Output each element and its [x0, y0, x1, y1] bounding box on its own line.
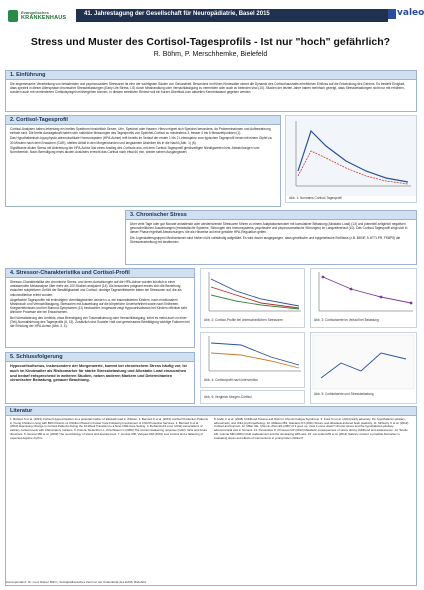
section-body-2: Die Jugendaltersgruppen Mechanismen sind bisher nicht vollständig aufgeklärt. Es wird davon ausgegangen, dass genetische und epigenetische Einflüsse (z.B. BDNF, 5-HTTLPR, FKBP5) die Stressverarbeitung mit bestimmen. — [130, 235, 401, 244]
hospital-logo-mark-icon — [8, 10, 18, 22]
figure-6-caption: Abb. 6: Vergleich Morgen-Cortisol — [204, 395, 252, 399]
section-body: Hypocortisolismus, insbesondere der Morgenwerte, kommt bei chronischem Stress häufig vor, ist auch im Kindesalter als Risikomarker für starke Stressbelastung und Allostatic Load einzuordnen und bedarf entsprechend in weiteren Studien, neben anderen Markern und Determinanten chronischer Belastung, genauer Beachtung. — [10, 364, 187, 383]
figure-1-caption: Abb. 1: Normales Cortisol-Tagesprofil — [289, 196, 342, 200]
section-heading: 1. Einführung — [6, 71, 416, 80]
figure-3 — [310, 268, 417, 328]
poster-authors: R. Böhm, P. Merschhemke, Bielefeld — [153, 51, 268, 58]
figure-5-plot — [311, 333, 416, 391]
figure-4-caption: Abb. 4: Cortisolprofil nach Intervention — [204, 378, 259, 382]
section-heading: 3. Chronischer Stress — [126, 211, 416, 220]
literature-column-right: 8. Hahn C et al. (2008) Childhood Trauma and Risk for Chronic Fatigue Syndrome. 9. Koss KJ et al. (2014) Early adversity, the hypothalamic-pituitary-adrenal axis, and child psychopathology. 10. McEwen BS, Gianaros PJ (2011) Stress- and allostasis-induced brain plasticity. 11. McGarry C et al. (2012) Cortisol and burnout. 12. Miller GE, Chen E, Zhou ES (2007) If it goes up, must it come down? Chronic stress and the hypothalamic-pituitary-adrenocortical axis in humans. 13. Pervanidou P, Chrousos GP (2012) Metabolic consequences of stress during childhood and adolescence. 14. Tarullo AR, Gunnar MR (2006) Child maltreatment and the developing HPA axis. 15. van Andel HW et al. (2014) Salivary cortisol: a possible biomarker in evaluating stress and effects of interventions in young foster children? — [214, 417, 409, 440]
figure-2 — [200, 268, 305, 328]
figure-5-caption: Abb. 5: Cortisolwerte und Stressbelastung — [314, 392, 374, 396]
figure-3-caption: Abb. 3: Cortisolwerte im Verlauf bei Belastung — [314, 318, 379, 322]
section-heading: 5. Schlussfolgerung — [6, 353, 194, 362]
figure-5 — [310, 332, 417, 404]
section-heading: 4. Stressor-Charakteristika und Cortisol-Profil — [6, 269, 194, 278]
poster-header — [0, 0, 424, 30]
section-heading: Literatur — [6, 407, 416, 416]
section-body-3: Signifikante akuter Stress mit Aktivierung der HPA-Achse löst einen Anstieg des Cortisols aus, mit dem Cortisol-Tagesprofil gleichzeitigen Niedrigwerten bzw. Abweichungen vom Normbereich. Nach Beendigung eines akuten Auslösers erreicht das Cortisol nach etwa 60 min. wieder seinen Ausgangswert. — [10, 145, 260, 155]
section-chronic-stress — [125, 210, 417, 265]
section-body-2: Abgeflachte Tagesprofile mit erniedrigten Vormittagswerten wurden u.a. bei traumatisierten Kindern, nach emotionalem Missbrauch und Vernachlässigung, Stressoren mit Auswirkung auf die körperliche Unversehrtheit sowie nach Erdbeben, Kriegserlebnissen und bei Burnout-Symptomen (11) beobachtet. Insgesamt zeigt Hypocortisolismus bei Kindern offenbar sehr ähnliche Prozesse wie bei Erwachsenen. — [10, 297, 188, 315]
valeo-logo — [388, 6, 424, 24]
section-literature — [5, 406, 417, 586]
section-body-2: Das Hypothalamisch-hypophysär-adrenokortikale Hormonsystem (HPA-Achse) reift bereits im Verlauf der ersten 1 bis 2 Lebensjahre zum typischen Tagesprofil heran mit einem Gipfel ca. 30 Minuten nach dem Erwachen (CAR), steilem Abfall in den Morgenstunden und langsamem Absinken bis in die Nacht (Abb. 1) (6). — [10, 136, 273, 145]
conference-banner — [76, 9, 388, 22]
figure-1-plot — [286, 116, 416, 196]
literature-column-left: 1. Bozkurt S et al. (2013) Cortisol Hypocortisolism as a potential marker of allostatic load in children. 2. Bernard K et al. (2015) Cortisol Production Patterns in Young Children Living with Birth Parents vs Children Placed in Foster Care Following Involvement of Child Protective Services. 3. Bernard K et al. (2010) Examining Change in Cortisol Patterns During the 10-Week Transition to a New Child-Care Setting. 4. DeSantis AS et al. (2011) Associations of salivary cortisol levels with inflammatory markers. 5. Fries E, Dettenborn L, Kirschbaum C (2009) The cortisol awakening response (CAR): facts and future directions. 6. Gunnar MR et al. (2009) The neurobiology of stress and development. 7. Gunnar MR, Vazquez DM (2001) Low cortisol and a flattening of expected daytime rhythm. — [10, 417, 208, 440]
section-body: Cortisol-Analysen haben lebenlang ein breites Spektrum hinsichtlich Serum, Urin, Speichel oder Haaren. Hierzu eignet sich Speichel besonders, da Probeentnahmen und Aufbewahrung einfach sind. Die breite Aussagekraft haben sich natürliche Messungen des Tagesprofils von Speichel-Cortisol zu mindestens 3, besser 4 bis 6 Messzeitpunkten (1). — [10, 127, 271, 136]
figure-6 — [200, 390, 305, 404]
figure-2-caption: Abb. 2: Cortisol-Profile bei unterschiedlichen Stressoren — [204, 318, 284, 322]
conference-title: 41. Jahrestagung der Gesellschaft für Neuropädiatrie, Basel 2015 — [84, 11, 270, 17]
section-heading: 2. Cortisol-Tagesprofil — [6, 116, 280, 125]
hospital-logo-line2: KRANKENHAUS — [21, 15, 67, 21]
section-cortisol-profile — [5, 115, 281, 207]
section-conclusion — [5, 352, 195, 404]
hospital-logo — [8, 8, 70, 26]
valeo-logo-mark-icon — [388, 9, 396, 19]
figure-3-plot — [311, 269, 416, 317]
footer-correspondence: Korrespondenz: Dr. med. Rainer Böhm, Sozialpädiatrisches Zentrum der Kinderklinik des EvKB, Bielefeld — [6, 580, 146, 584]
section-introduction — [5, 70, 417, 112]
figure-4-plot — [201, 333, 304, 377]
hospital-logo-line1: Evangelisches — [21, 10, 49, 15]
section-body: Die angemessene Verarbeitung von belastenden und psychosozialen Stressoren ist eine der wichtigsten Säulen von Gesundheit. Besonders im frühen Kindesalter nimmt die Dynamik des Cortisolhaushalts erheblichen Einfluss auf die Entwicklung des Gehirns. Es besteht Einigkeit, dass speziell in dieser Altersphase chronischer Stressbelastungen (Early Life Stress, LS) durch Misshandlung oder Vernachlässigung zu vermeiden oder auch zu beenden sind (10). Studien der letzten Jahre haben mehrfach gezeigt, dass Stressbelastungen nicht nur mit erhöhten, sondern auch mit verminderten Cortisolspiegeln einhergehen können. In diesem selektiven Review soll ein kurzer Überblick zum aktuellen Kenntnisstand gegeben werden. — [10, 82, 406, 95]
section-body: Über viele Tage oder gar Monate anhaltende oder wiederholende Stressoren führen zu einem Adaptationsmuster mit kumulativer Belastung (Allostatic Load) (13) und potentiell zeitgleich negativen gesundheitlichen Auswirkungen (metabolische Systeme, Störungen des Immunsystems, psychische und psychosomatische Störungen) im Langzeitverlauf (10). Das Cortisol-Tagesprofil zeigt sich in dieser Phase regelhaft Abweichungen, die als Hinweise auf eine gestörte HPA-Regulation gelten. — [130, 222, 408, 235]
poster-title: Stress und Muster des Cortisol-Tagesprofils - Ist nur "hoch" gefährlich? — [30, 36, 391, 48]
section-body: Stressor-Charakteristika wie chronische Stress- und deren Auswirkungen auf die HPA-Achse wurden kürzlich in einer umfassenden Metaanalyse über mehr als 100 Studien analysiert (14). Als besonders prägnant erwies sich die Beziehung zwischen subjektivem Gefühl der Bewältigbarkeit und Cortisol: niedrige Tagesmittelwerte traten bei Stressoren auf, die als unkontrollierbar erlebt wurden. — [10, 280, 182, 297]
figure-1 — [285, 115, 417, 203]
section-body-3: Bei Normalisierung des Umfelds, etwa Beendigung von Traumatisierung oder Vernachlässigung, kehrt es meist auch zu einer (Teil)-Normalisierung des Tagesprofils (6, 15). Zusätzlich sind Sozialer Halt und gemeinsame Bewältigung wichtige Faktoren bei der Erholung der HPA-Achse (Abb. 3, 4). — [10, 315, 190, 329]
poster-title-area — [0, 36, 421, 66]
figure-2-plot — [201, 269, 304, 317]
figure-4 — [200, 332, 305, 388]
section-stressor-characteristics — [5, 268, 195, 348]
valeo-logo-text: valeo — [397, 8, 424, 18]
